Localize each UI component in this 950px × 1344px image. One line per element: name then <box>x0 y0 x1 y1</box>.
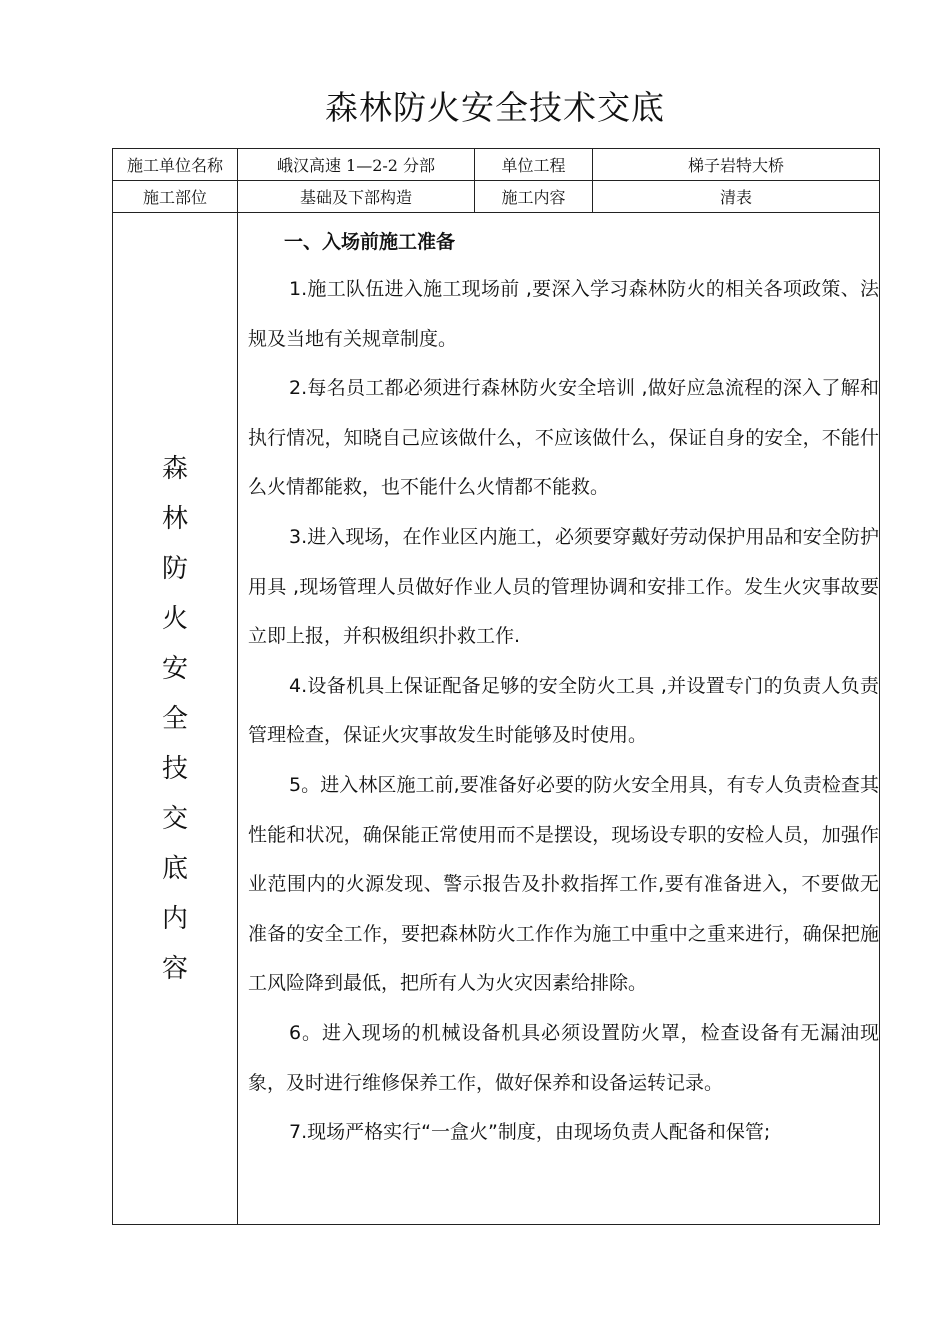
side-label-char: 全 <box>161 703 188 734</box>
construction-content-value: 清表 <box>593 181 880 213</box>
disclosure-content-body <box>238 213 880 1225</box>
document-title: 森林防火安全技术交底 <box>325 88 665 127</box>
disclosure-content-label <box>113 213 238 1225</box>
side-label-char: 安 <box>161 653 188 684</box>
side-label-char: 交 <box>161 803 188 834</box>
paragraph-5: 5。进入林区施工前,要准备好必要的防火安全用具，有专人负责检查其性能和状况，确保能正常使用而不是摆设，现场设专职的安检人员，加强作业范围内的火源发现、警示报告及扑救指挥工作,要有准备进入，不要做无准备的安全工作，要把森林防火工作作为施工中重中之重来进行，确保把施工风险降到最低，把所有人为火灾因素给排除。 <box>248 773 879 995</box>
side-label-char: 技 <box>161 753 188 784</box>
construction-part-label: 施工部位 <box>113 181 238 213</box>
unit-project-label: 单位工程 <box>475 149 593 181</box>
paragraph-3: 3.进入现场，在作业区内施工，必须要穿戴好劳动保护用品和安全防护用具 ,现场管理人员做好作业人员的管理协调和安排工作。发生火灾事故要立即上报，并积极组织扑救工作. <box>248 525 879 648</box>
side-label-char: 防 <box>161 553 188 584</box>
side-label-char: 林 <box>161 503 188 534</box>
paragraph-2: 2.每名员工都必须进行森林防火安全培训 ,做好应急流程的深入了解和执行情况，知晓自己应该做什么，不应该做什么，保证自身的安全，不能什么火情都能救，也不能什么火情都不能救。 <box>248 377 879 499</box>
content-row <box>113 213 880 1225</box>
paragraph-1: 1.施工队伍进入施工现场前 ,要深入学习森林防火的相关各项政策、法规及当地有关规章制度。 <box>248 278 879 350</box>
header-row-1 <box>113 149 880 181</box>
unit-project-value: 梯子岩特大桥 <box>593 149 880 181</box>
side-label-char: 内 <box>161 903 188 934</box>
side-label-char: 火 <box>161 603 188 634</box>
construction-unit-label: 施工单位名称 <box>113 149 238 181</box>
header-row-2 <box>113 181 880 213</box>
side-label-char: 森 <box>161 453 188 484</box>
paragraph-4: 4.设备机具上保证配备足够的安全防火工具 ,并设置专门的负责人负责管理检查，保证火灾事故发生时能够及时使用。 <box>248 674 879 747</box>
side-label-char: 容 <box>161 953 188 984</box>
paragraph-7: 7.现场严格实行“一盒火”制度，由现场负责人配备和保管; <box>289 1121 771 1144</box>
side-label-char: 底 <box>161 853 188 884</box>
disclosure-table <box>112 148 880 1225</box>
construction-unit-value: 峨汉高速 1—2-2 分部 <box>238 149 475 181</box>
construction-content-label: 施工内容 <box>475 181 593 213</box>
construction-part-value: 基础及下部构造 <box>238 181 475 213</box>
paragraph-6: 6。进入现场的机械设备机具必须设置防火罩，检查设备有无漏油现象，及时进行维修保养工作，做好保养和设备运转记录。 <box>248 1021 879 1094</box>
section-title: 一、入场前施工准备 <box>284 231 456 253</box>
